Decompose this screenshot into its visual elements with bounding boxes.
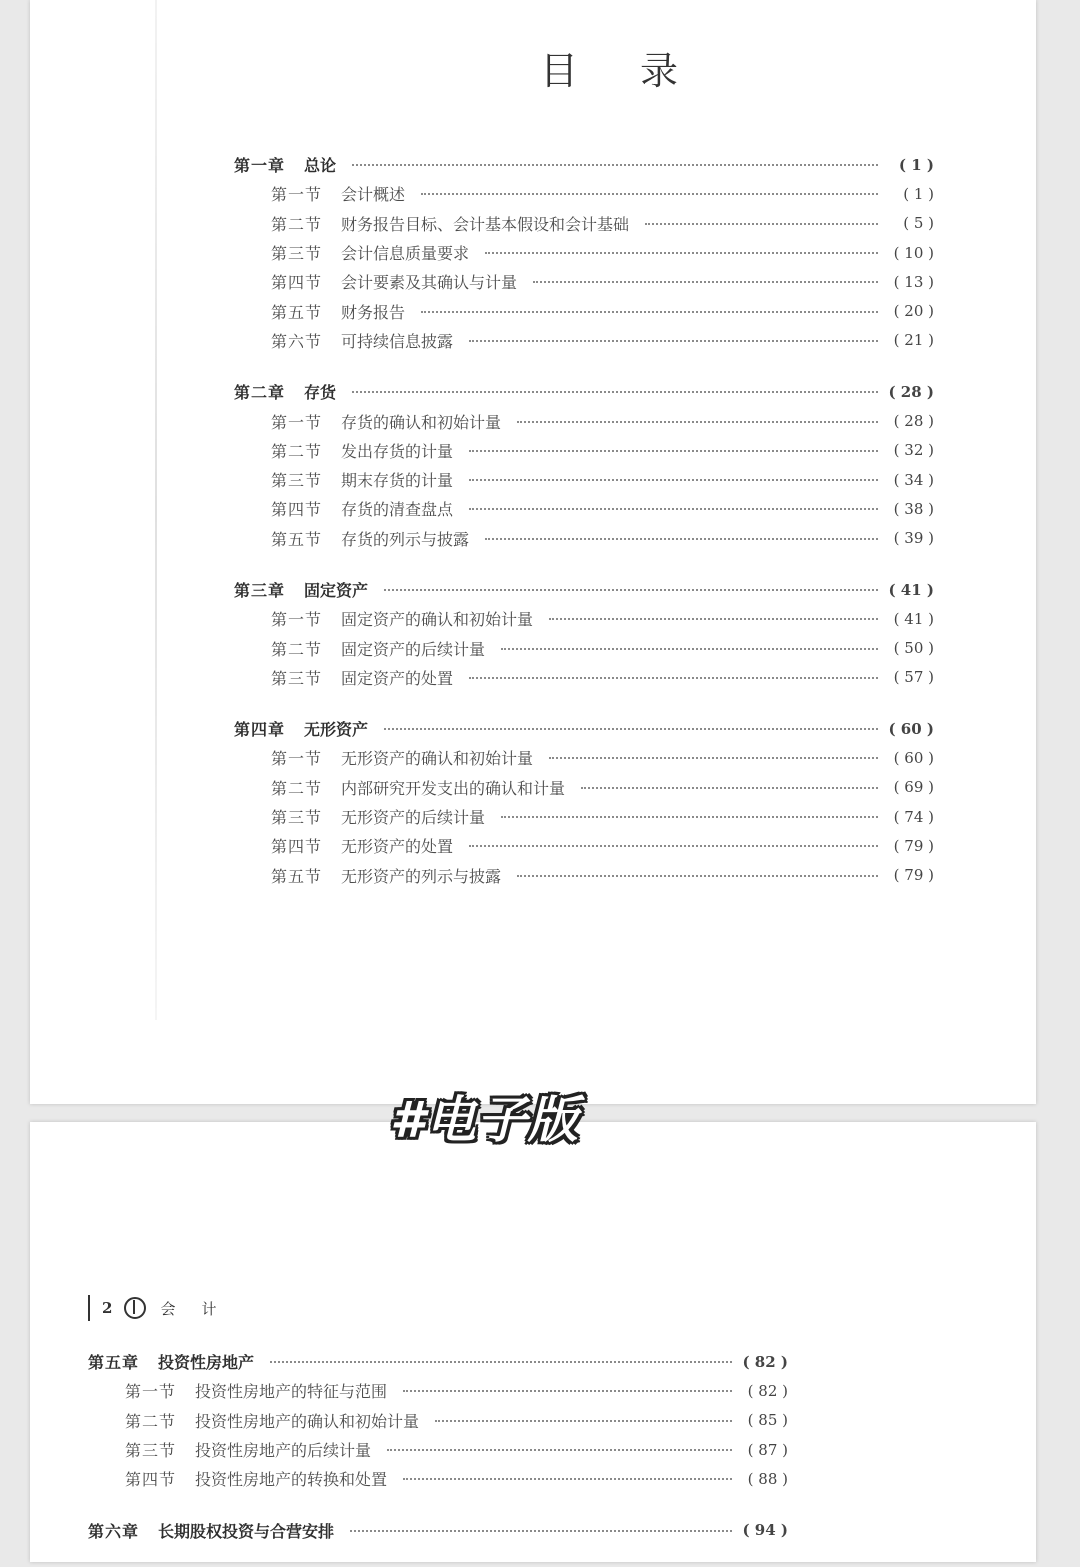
toc-chapter-block <box>234 575 934 692</box>
section-title: 投资性房地产的后续计量 <box>195 1441 372 1461</box>
section-title: 存货的清查盘点 <box>341 500 454 520</box>
dot-leader <box>581 786 878 789</box>
page-number: ( 85 ) <box>747 1411 788 1430</box>
chapter-number: 第六章 <box>88 1521 140 1541</box>
section-number: 第二节 <box>271 214 323 234</box>
dot-leader <box>384 727 878 730</box>
page-number: ( 41 ) <box>888 580 934 599</box>
dot-leader <box>469 507 878 510</box>
section-number: 第五节 <box>271 302 323 322</box>
section-number: 第四节 <box>271 837 323 857</box>
dot-leader <box>645 222 878 225</box>
dot-leader <box>387 1448 732 1451</box>
toc-chapter-block <box>234 150 934 355</box>
section-title: 无形资产的确认和初始计量 <box>341 749 534 769</box>
dot-leader <box>485 537 878 540</box>
page-number: ( 28 ) <box>893 412 934 431</box>
section-number: 第三节 <box>271 471 323 491</box>
section-number: 第五节 <box>271 529 323 549</box>
section-number: 第四节 <box>271 500 323 520</box>
title-char-1: 目 <box>540 49 581 93</box>
section-number: 第六节 <box>271 331 323 351</box>
section-title: 会计要素及其确认与计量 <box>341 273 518 293</box>
toc-section-row <box>234 663 934 692</box>
page-number: ( 5 ) <box>903 214 934 233</box>
section-number: 第五节 <box>271 866 323 886</box>
toc-section-row <box>234 743 934 772</box>
page-number: ( 57 ) <box>893 668 934 687</box>
section-title: 财务报告 <box>341 302 406 322</box>
running-head-page-number: 2 <box>102 1299 113 1317</box>
toc-section-row <box>88 1406 788 1435</box>
toc-section-row <box>234 209 934 238</box>
chapter-title: 长期股权投资与合营安排 <box>158 1521 335 1541</box>
section-title: 内部研究开发支出的确认和计量 <box>341 778 566 798</box>
toc-section-row <box>234 296 934 325</box>
dot-leader <box>350 1529 732 1532</box>
section-title: 无形资产的后续计量 <box>341 808 486 828</box>
chapter-title: 总论 <box>304 156 337 176</box>
page-number: ( 34 ) <box>893 470 934 489</box>
page-number: ( 1 ) <box>903 184 934 203</box>
toc-chapter-row <box>88 1347 788 1376</box>
section-number: 第四节 <box>271 273 323 293</box>
page-number: ( 60 ) <box>888 719 934 738</box>
page-number: ( 21 ) <box>893 331 934 350</box>
dot-leader <box>549 617 878 620</box>
section-title: 可持续信息披露 <box>341 331 454 351</box>
dot-leader <box>485 251 878 254</box>
page-number: ( 41 ) <box>893 609 934 628</box>
running-head <box>88 1295 242 1321</box>
dot-leader <box>421 310 878 313</box>
toc-section-row <box>88 1464 788 1493</box>
page-number: ( 28 ) <box>888 382 934 401</box>
section-number: 第三节 <box>271 808 323 828</box>
toc-section-row <box>234 267 934 296</box>
section-number: 第二节 <box>271 639 323 659</box>
toc-section-row <box>234 633 934 662</box>
section-title: 期末存货的计量 <box>341 471 454 491</box>
toc-section-row <box>234 831 934 860</box>
chapter-number: 第五章 <box>88 1353 140 1373</box>
dot-leader <box>384 588 878 591</box>
section-number: 第三节 <box>271 668 323 688</box>
page-number: ( 88 ) <box>747 1469 788 1488</box>
toc-section-row <box>234 406 934 435</box>
section-title: 投资性房地产的确认和初始计量 <box>195 1411 420 1431</box>
section-number: 第一节 <box>271 185 323 205</box>
section-title: 存货的列示与披露 <box>341 529 470 549</box>
toc-chapter-block <box>234 714 934 890</box>
toc-section-row <box>234 436 934 465</box>
toc-section-row <box>234 465 934 494</box>
dot-leader <box>501 815 878 818</box>
page-number: ( 69 ) <box>893 778 934 797</box>
page-number: ( 74 ) <box>893 807 934 826</box>
dot-leader <box>403 1389 732 1392</box>
toc-section-row <box>234 494 934 523</box>
page-number: ( 79 ) <box>893 836 934 855</box>
section-title: 发出存货的计量 <box>341 441 454 461</box>
section-title: 固定资产的确认和初始计量 <box>341 610 534 630</box>
section-title: 固定资产的处置 <box>341 668 454 688</box>
running-head-rule <box>88 1295 90 1321</box>
toc-section-row <box>234 802 934 831</box>
dot-leader <box>421 192 878 195</box>
section-title: 存货的确认和初始计量 <box>341 412 502 432</box>
toc-section-row <box>234 773 934 802</box>
dot-leader <box>469 449 878 452</box>
section-number: 第一节 <box>271 412 323 432</box>
page-number: ( 79 ) <box>893 866 934 885</box>
toc-chapter-row <box>234 377 934 406</box>
page-number: ( 82 ) <box>742 1352 788 1371</box>
page-number: ( 32 ) <box>893 441 934 460</box>
dot-leader <box>469 478 878 481</box>
dot-leader <box>270 1360 732 1363</box>
page-title <box>540 40 680 95</box>
toc-chapter-row <box>234 150 934 179</box>
toc-section-row <box>234 861 934 890</box>
chapter-title: 存货 <box>304 383 337 403</box>
dot-leader <box>352 390 878 393</box>
section-number: 第二节 <box>271 778 323 798</box>
toc-section-row <box>234 524 934 553</box>
section-title: 无形资产的处置 <box>341 837 454 857</box>
toc-section-row <box>234 604 934 633</box>
page-number: ( 13 ) <box>893 272 934 291</box>
dot-leader <box>501 647 878 650</box>
section-number: 第一节 <box>271 749 323 769</box>
dot-leader <box>352 163 878 166</box>
section-number: 第二节 <box>125 1411 177 1431</box>
toc-chapter-row <box>234 575 934 604</box>
chapter-number: 第一章 <box>234 156 286 176</box>
dot-leader <box>517 874 878 877</box>
toc-chapter-block <box>88 1347 788 1493</box>
page-spine-shadow <box>155 0 157 1020</box>
dot-leader <box>469 339 878 342</box>
page-number: ( 60 ) <box>893 748 934 767</box>
section-number: 第三节 <box>125 1441 177 1461</box>
toc-section-row <box>234 326 934 355</box>
section-title: 会计信息质量要求 <box>341 244 470 264</box>
watermark-text: #电子版 <box>390 1091 579 1149</box>
dot-leader <box>469 844 878 847</box>
dot-leader <box>435 1419 732 1422</box>
page-number: ( 94 ) <box>742 1521 788 1540</box>
toc-chapter-row <box>88 1515 788 1544</box>
dot-leader <box>469 676 878 679</box>
toc-chapter-block <box>88 1515 788 1544</box>
toc-section-row <box>234 238 934 267</box>
chapter-number: 第三章 <box>234 581 286 600</box>
section-number: 第一节 <box>125 1382 177 1402</box>
chapter-title: 无形资产 <box>304 720 369 740</box>
section-title: 财务报告目标、会计基本假设和会计基础 <box>341 214 630 234</box>
table-of-contents-2 <box>88 1347 788 1567</box>
running-head-title: 会计 <box>160 1299 243 1318</box>
chapter-title: 投资性房地产 <box>158 1353 255 1373</box>
page-number: ( 87 ) <box>747 1440 788 1459</box>
toc-section-row <box>234 179 934 208</box>
dot-leader <box>549 756 878 759</box>
dot-leader <box>533 280 878 283</box>
section-title: 投资性房地产的特征与范围 <box>195 1382 388 1402</box>
section-title: 会计概述 <box>341 185 406 205</box>
section-number: 第二节 <box>271 441 323 461</box>
chapter-number: 第四章 <box>234 720 286 740</box>
chapter-number: 第二章 <box>234 383 286 403</box>
table-of-contents-1 <box>234 150 934 912</box>
dot-leader <box>403 1477 732 1480</box>
page-number: ( 1 ) <box>898 155 934 174</box>
page-number: ( 38 ) <box>893 499 934 518</box>
toc-chapter-row <box>234 714 934 743</box>
section-title: 无形资产的列示与披露 <box>341 866 502 886</box>
page-number: ( 50 ) <box>893 639 934 658</box>
section-title: 固定资产的后续计量 <box>341 639 486 659</box>
chapter-title: 固定资产 <box>304 581 369 600</box>
book-logo-icon <box>124 1297 146 1319</box>
toc-section-row <box>88 1435 788 1464</box>
toc-section-row <box>88 1376 788 1405</box>
page-number: ( 10 ) <box>893 243 934 262</box>
title-char-2: 录 <box>640 49 681 93</box>
section-number: 第三节 <box>271 244 323 264</box>
section-number: 第一节 <box>271 610 323 630</box>
page-number: ( 82 ) <box>747 1381 788 1400</box>
toc-chapter-block <box>234 377 934 553</box>
section-title: 投资性房地产的转换和处置 <box>195 1470 388 1490</box>
page-number: ( 20 ) <box>893 302 934 321</box>
page-number: ( 39 ) <box>893 529 934 548</box>
section-number: 第四节 <box>125 1470 177 1490</box>
dot-leader <box>517 420 878 423</box>
